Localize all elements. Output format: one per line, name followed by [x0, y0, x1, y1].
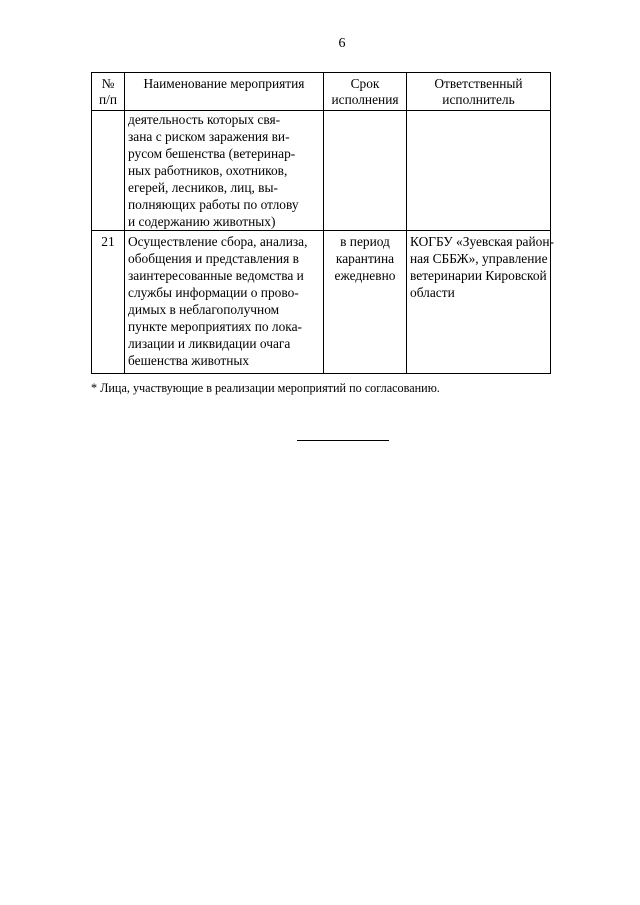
cell-term-line: в период [340, 234, 390, 249]
cell-responsible [407, 111, 551, 231]
cell-responsible-line: КОГБУ «Зуевская район- [410, 234, 554, 249]
cell-responsible-line: области [410, 285, 455, 300]
header-term-line: Срок [350, 76, 380, 91]
header-responsible-line: исполнитель [442, 92, 515, 107]
cell-term [324, 231, 407, 374]
page-number: 6 [338, 36, 346, 51]
header-responsible [407, 73, 551, 111]
cell-number: 21 [92, 231, 125, 374]
cell-name-line: заинтересованные ведомства и [128, 268, 304, 283]
header-number-line: п/п [98, 92, 118, 107]
header-number-line: № [101, 76, 115, 91]
cell-name-line: бешенства животных [128, 353, 250, 368]
cell-responsible [407, 231, 554, 374]
cell-number [92, 111, 125, 231]
cell-term-line: ежедневно [334, 268, 396, 283]
table-header-row [92, 73, 551, 111]
header-responsible-line: Ответственный [434, 76, 523, 91]
measures-table [91, 72, 554, 374]
cell-responsible-line: ветеринарии Кировской [410, 268, 547, 283]
table-row [92, 231, 551, 374]
cell-name-line: полняющих работы по отлову [128, 197, 299, 212]
cell-name-line: Осуществление сбора, анализа, [128, 234, 308, 249]
cell-term-line: карантина [335, 251, 395, 266]
cell-name [125, 111, 324, 231]
header-number [92, 73, 125, 111]
cell-name-line: и содержанию животных) [128, 214, 276, 229]
cell-name-line: егерей, лесников, лиц, вы- [128, 180, 278, 195]
cell-name-line: лизации и ликвидации очага [128, 336, 291, 351]
header-term-line: исполнения [331, 92, 399, 107]
header-name-line: Наименование мероприятия [143, 76, 305, 91]
end-divider [297, 440, 389, 441]
cell-name [125, 231, 324, 374]
header-name [125, 73, 324, 111]
cell-term [324, 111, 407, 231]
cell-name-line: ных работников, охотников, [128, 163, 288, 178]
cell-name-line: пункте мероприятиях по лока- [128, 319, 303, 334]
cell-name-line: деятельность которых свя- [128, 112, 281, 127]
cell-name-line: обобщения и представления в [128, 251, 299, 266]
table-row [92, 111, 551, 231]
cell-name-line: димых в неблагополучном [128, 302, 280, 317]
cell-name-line: службы информации о прово- [128, 285, 299, 300]
header-term [324, 73, 407, 111]
cell-responsible-line: ная СББЖ», управление [410, 251, 548, 266]
cell-name-line: зана с риском заражения ви- [128, 129, 290, 144]
footnote: * Лица, участвующие в реализации мероприятий по согласованию. [91, 381, 440, 395]
cell-name-line: русом бешенства (ветеринар- [128, 146, 296, 161]
